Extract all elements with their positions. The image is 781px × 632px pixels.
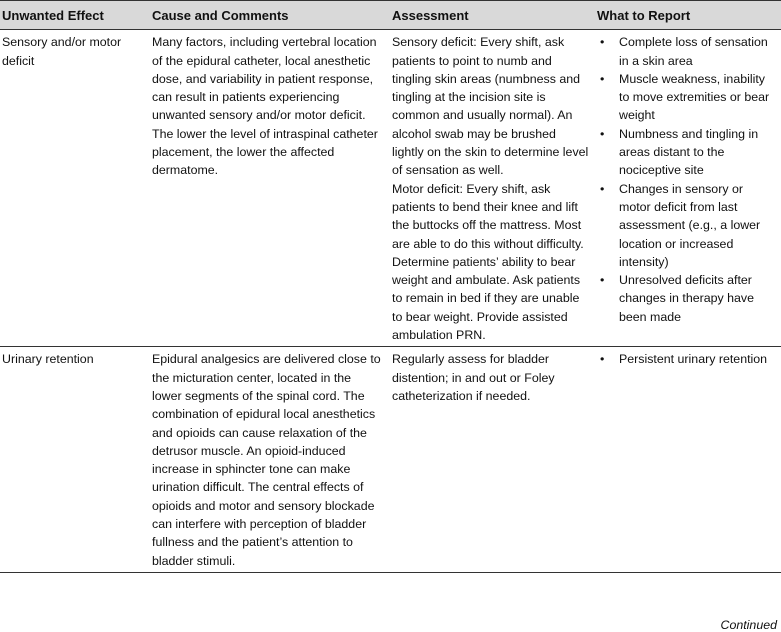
- report-item-text: Numbness and tingling in areas distant to the nociceptive site: [619, 126, 759, 178]
- bullet-icon: •: [600, 71, 605, 86]
- table-header-row: [0, 1, 781, 30]
- cause-cell: [150, 30, 390, 347]
- report-item-text: Changes in sensory or motor deficit from last assessment (e.g., a lower location or increased intensity): [619, 181, 761, 269]
- assessment-cell: [390, 347, 595, 573]
- assessment-cell: [390, 30, 595, 347]
- list-item: [597, 125, 775, 180]
- effect-cell: [0, 347, 150, 573]
- table-row: [0, 347, 781, 573]
- header-assessment: Assessment: [390, 1, 595, 30]
- cause-text: Epidural analgesics are delivered close to the micturation center, located in the lower segments of the spinal cord. The combination of epidural local anesthetics and opioids can cause relaxation of the detrusor muscle. An opioid-induced increase in sphincter tone can make urination difficult. The central effects of opioids and motor and sensory blockade can interfere with perception of bladder fullness and the patient’s attention to bladder stimuli.: [152, 352, 381, 568]
- report-list: [597, 33, 775, 326]
- assessment-motor-text: Motor deficit: Every shift, ask patients to bend their knee and lift the buttocks off the mattress. Most are able to do this without difficulty. Determine patients’ ability to bear weight and ambulate. Ask patients to remain in bed if they are unable to bear weight. Provide assisted ambulation PRN.: [392, 181, 584, 343]
- assessment-text: Regularly assess for bladder distention; in and out or Foley catheterization if needed.: [392, 352, 555, 403]
- cause-text: Many factors, including vertebral location of the epidural catheter, local anesthetic dose, and variability in patient response, can result in patients experiencing unwanted sensory and/or motor deficit. The lower the level of intraspinal catheter placement, the lower the affected dermatome.: [152, 35, 378, 178]
- list-item: [597, 271, 775, 326]
- list-item: [597, 70, 775, 125]
- bullet-icon: •: [600, 126, 605, 141]
- report-item-text: Unresolved deficits after changes in therapy have been made: [619, 273, 755, 324]
- effect-text: Sensory and/or motor deficit: [2, 35, 122, 68]
- bullet-icon: •: [600, 352, 605, 367]
- continued-label: Continued: [720, 618, 777, 632]
- header-what-to-report: What to Report: [595, 1, 781, 30]
- cause-cell: [150, 347, 390, 573]
- bullet-icon: •: [600, 35, 605, 50]
- report-item-text: Persistent urinary retention: [619, 352, 768, 367]
- list-item: [597, 180, 775, 271]
- list-item: [597, 33, 775, 70]
- report-cell: [595, 347, 781, 573]
- report-item-text: Complete loss of sensation in a skin area: [619, 35, 768, 68]
- bullet-icon: •: [600, 181, 605, 196]
- effect-text: Urinary retention: [2, 352, 94, 367]
- assessment-sensory-text: Sensory deficit: Every shift, ask patients to point to numb and tingling skin areas (numbness and tingling at the incision site is common and usually normal). An alcohol swab may be brushed lightly on the skin to determine level of sensation as well.: [392, 35, 589, 178]
- report-cell: [595, 30, 781, 347]
- header-unwanted-effect: Unwanted Effect: [0, 1, 150, 30]
- effect-cell: [0, 30, 150, 347]
- bullet-icon: •: [600, 273, 605, 288]
- report-list: [597, 350, 775, 368]
- report-item-text: Muscle weakness, inability to move extremities or bear weight: [619, 71, 770, 123]
- table-row: [0, 30, 781, 347]
- header-cause-comments: Cause and Comments: [150, 1, 390, 30]
- list-item: [597, 350, 775, 368]
